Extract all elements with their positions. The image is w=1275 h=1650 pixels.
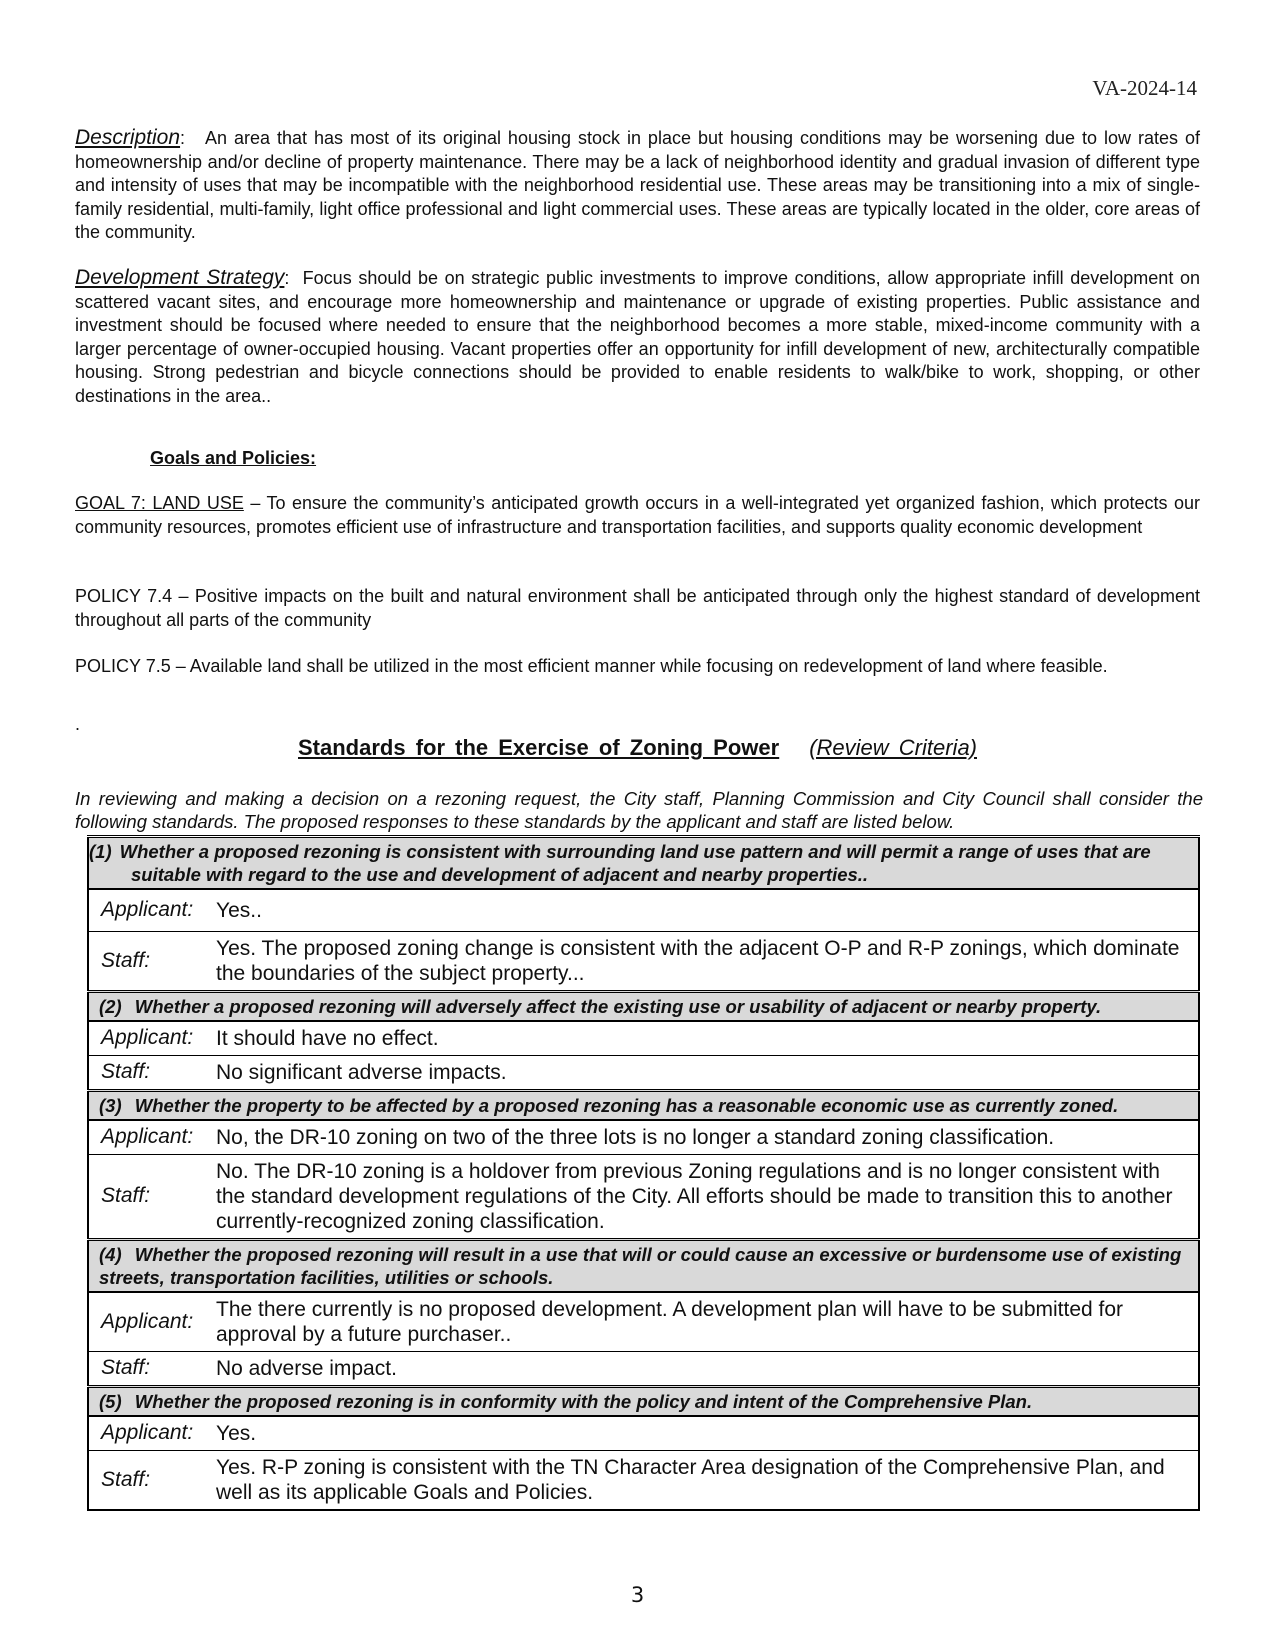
goals-heading: Goals and Policies:: [150, 448, 317, 468]
criterion-number: (3): [99, 1094, 122, 1116]
criterion-5-question-row: [88, 1386, 1199, 1416]
goal-text: – To ensure the community’s anticipated growth occurs in a well-integrated yet organized fashion, which protects our community resources, promotes efficient use of infrastructure and transportation facilities, and supports quality economic development: [75, 493, 1200, 537]
criterion-question: [88, 991, 1199, 1021]
criteria-table: [87, 835, 1200, 1511]
criterion-3-question-row: [88, 1090, 1199, 1120]
criterion-number: (4): [99, 1243, 122, 1265]
criterion-2-applicant-row: [88, 1021, 1199, 1056]
criterion-question-text: Whether the proposed rezoning will result in a use that will or could cause an excessive or burdensome use of existing streets, transportation facilities, utilities or schools.: [99, 1243, 1182, 1288]
standards-intro: In reviewing and making a decision on a rezoning request, the City staff, Planning Commission and City Council shall consider the following standards. The proposed responses to these standards by the applicant and staff are listed below.: [75, 788, 1203, 832]
criterion-3-applicant-row: [88, 1120, 1199, 1155]
standards-title-main: Standards for the Exercise of Zoning Power: [298, 735, 780, 760]
criterion-question-text: Whether a proposed rezoning is consistent with surrounding land use pattern and will permit a range of uses that are suitable with regard to the use and development of adjacent and nearby properties..: [119, 841, 1151, 885]
applicant-label: Applicant:: [88, 1021, 212, 1056]
staff-response: No significant adverse impacts.: [212, 1055, 1199, 1090]
applicant-response: It should have no effect.: [212, 1021, 1199, 1056]
criterion-question: [88, 837, 1199, 890]
staff-label: Staff:: [88, 931, 212, 991]
document-id: VA-2024-14: [1092, 76, 1197, 100]
criterion-number: (2): [99, 995, 122, 1017]
standards-title: [0, 735, 1275, 761]
page-number: 3: [630, 1583, 645, 1607]
staff-label: Staff:: [88, 1055, 212, 1090]
criterion-number: (5): [99, 1390, 122, 1412]
description-text: An area that has most of its original housing stock in place but housing conditions may be worsening due to low rates of homeownership and/or decline of property maintenance. There may be a lack of neighborhood identity and gradual invasion of different type and intensity of uses that may be incompatible with the neighborhood residential use. These areas may be transitioning into a mix of single-family residential, multi-family, light office professional and light commercial uses. These areas are typically located in the older, core areas of the community.: [75, 128, 1200, 242]
criterion-2-question-row: [88, 991, 1199, 1021]
criterion-5-applicant-row: [88, 1416, 1199, 1451]
staff-label: Staff:: [88, 1351, 212, 1386]
staff-response: No. The DR-10 zoning is a holdover from previous Zoning regulations and is no longer consistent with the standard development regulations of the City. All efforts should be made to transition this to another currently-recognized zoning classification.: [212, 1154, 1199, 1239]
criterion-question: [88, 1386, 1199, 1416]
applicant-response: The there currently is no proposed development. A development plan will have to be submitted for approval by a future purchaser..: [212, 1292, 1199, 1352]
criterion-5-staff-row: [88, 1450, 1199, 1510]
criterion-1-question-row: [88, 837, 1199, 890]
stray-dot: .: [75, 714, 81, 734]
staff-response: No adverse impact.: [212, 1351, 1199, 1386]
criterion-question-text: Whether the property to be affected by a proposed rezoning has a reasonable economic use as currently zoned.: [134, 1094, 1119, 1116]
policy-7-5: POLICY 7.5 – Available land shall be utilized in the most efficient manner while focusing on redevelopment of land where feasible.: [75, 656, 1108, 676]
description-label: Description: [75, 126, 181, 149]
criterion-question: [88, 1090, 1199, 1120]
development-strategy-paragraph: Development Strategy: Focus should be on strategic public investments to improve conditions, allow appropriate infill development on scattered vacant sites, and encourage more homeownership and maintenance or upgrade of existing properties. Public assistance and investment should be focused where needed to ensure that the neighborhood becomes a more stable, mixed-income community with a larger percentage of owner-occupied housing. Vacant properties offer an opportunity for infill development of new, architecturally compatible housing. Strong pedestrian and bicycle connections should be provided to enable residents to walk/bike to work, shopping, or other destinations in the area..: [75, 266, 1200, 406]
staff-label: Staff:: [88, 1450, 212, 1510]
criterion-number: (1): [89, 841, 112, 862]
applicant-response: No, the DR-10 zoning on two of the three lots is no longer a standard zoning classification.: [212, 1120, 1199, 1155]
standards-title-sub: (Review Criteria): [809, 735, 977, 760]
staff-response: Yes. The proposed zoning change is consistent with the adjacent O-P and R-P zonings, which dominate the boundaries of the subject property...: [212, 931, 1199, 991]
criterion-2-staff-row: [88, 1055, 1199, 1090]
applicant-label: Applicant:: [88, 1120, 212, 1155]
criterion-1-staff-row: [88, 931, 1199, 991]
applicant-label: Applicant:: [88, 1416, 212, 1451]
development-strategy-label: Development Strategy: [75, 266, 285, 289]
policy-7-4: POLICY 7.4 – Positive impacts on the built and natural environment shall be anticipated through only the highest standard of development throughout all parts of the community: [75, 586, 1200, 630]
development-strategy-text: Focus should be on strategic public investments to improve conditions, allow appropriate infill development on scattered vacant sites, and encourage more homeownership and maintenance or upgrade of existing properties. Public assistance and investment should be focused where needed to ensure that the neighborhood becomes a more stable, mixed-income community with a larger percentage of owner-occupied housing. Vacant properties offer an opportunity for infill development of new, architecturally compatible housing. Strong pedestrian and bicycle connections should be provided to enable residents to walk/bike to work, shopping, or other destinations in the area..: [75, 268, 1200, 406]
description-paragraph: Description: An area that has most of its original housing stock in place but housing conditions may be worsening due to low rates of homeownership and/or decline of property maintenance. There may be a lack of neighborhood identity and gradual invasion of different type and intensity of uses that may be incompatible with the neighborhood residential use. These areas may be transitioning into a mix of single-family residential, multi-family, light office professional and light commercial uses. These areas are typically located in the older, core areas of the community.: [75, 126, 1200, 242]
applicant-label: Applicant:: [88, 1292, 212, 1352]
criterion-4-staff-row: [88, 1351, 1199, 1386]
criterion-4-question-row: [88, 1239, 1199, 1292]
goal-paragraph: [75, 492, 1200, 539]
applicant-label: Applicant:: [88, 889, 212, 931]
criterion-question: [88, 1239, 1199, 1292]
criterion-3-staff-row: [88, 1154, 1199, 1239]
applicant-response: Yes..: [212, 889, 1199, 931]
criterion-1-applicant-row: [88, 889, 1199, 931]
staff-response: Yes. R-P zoning is consistent with the TN Character Area designation of the Comprehensive Plan, and well as its applicable Goals and Policies.: [212, 1450, 1199, 1510]
criterion-question-text: Whether a proposed rezoning will adversely affect the existing use or usability of adjacent or nearby property.: [134, 995, 1102, 1017]
goal-label: GOAL 7: LAND USE: [75, 493, 244, 513]
criterion-question-text: Whether the proposed rezoning is in conformity with the policy and intent of the Comprehensive Plan.: [134, 1390, 1033, 1412]
criterion-4-applicant-row: [88, 1292, 1199, 1352]
staff-label: Staff:: [88, 1154, 212, 1239]
applicant-response: Yes.: [212, 1416, 1199, 1451]
